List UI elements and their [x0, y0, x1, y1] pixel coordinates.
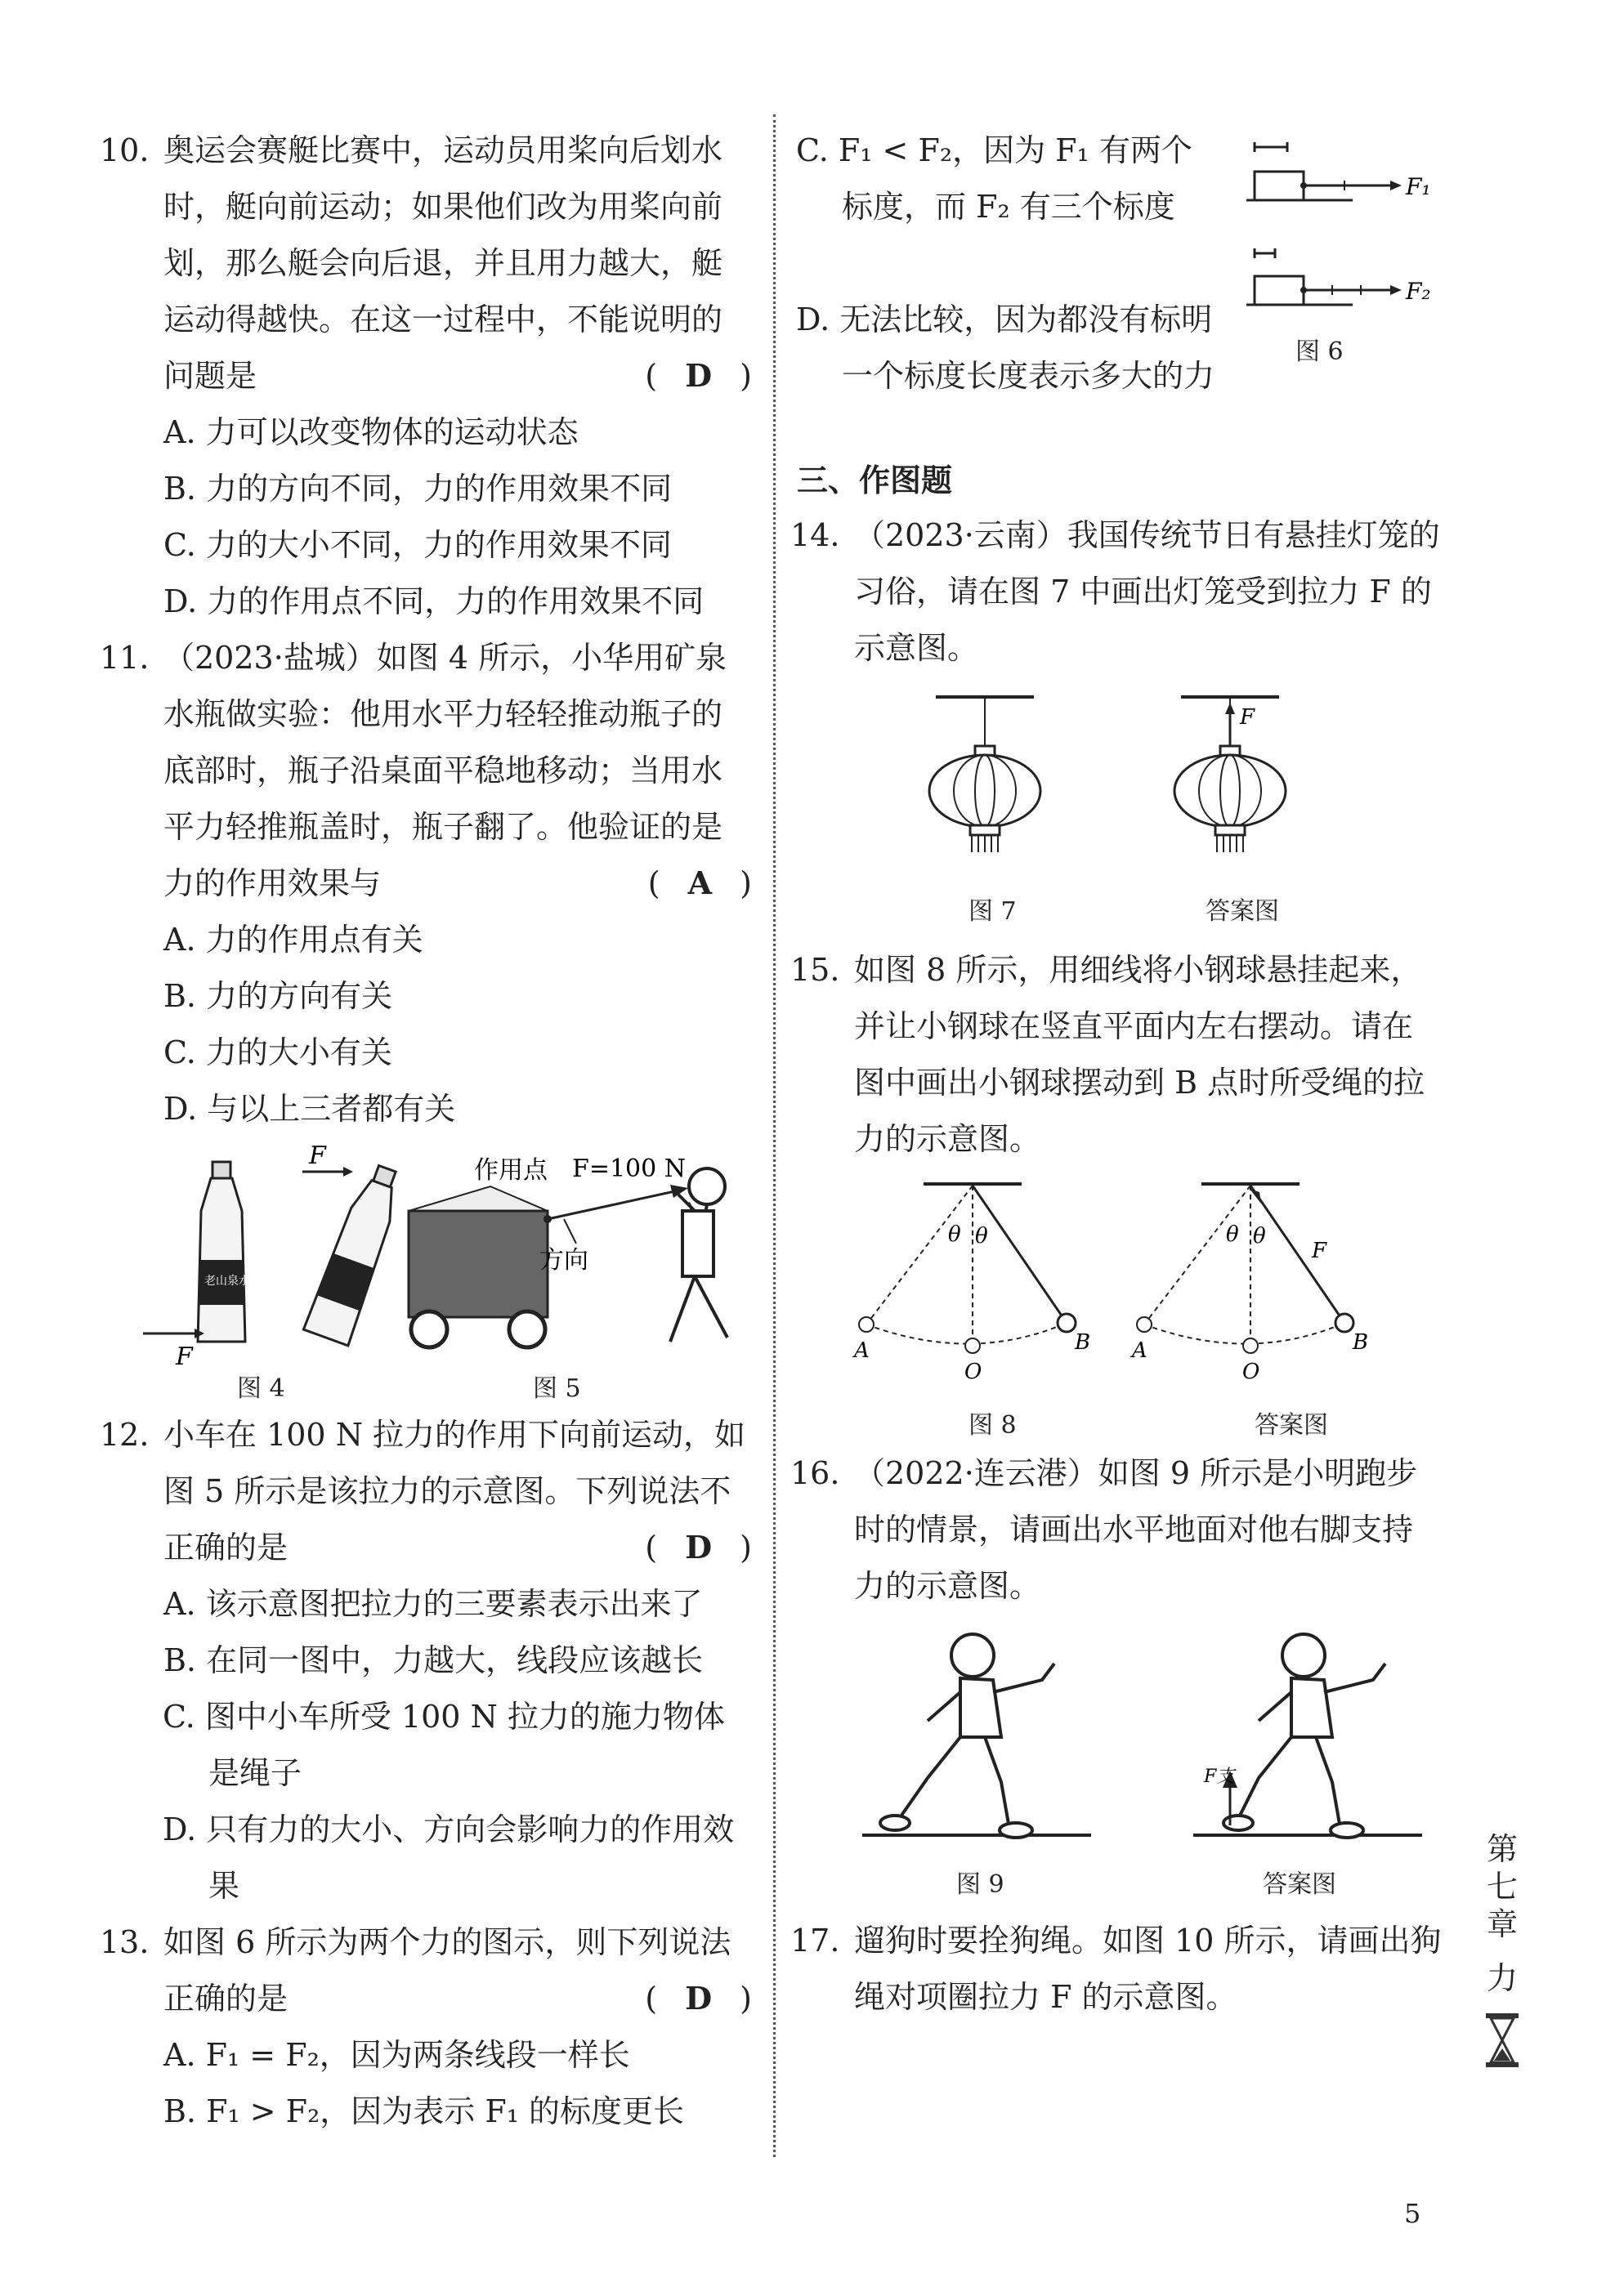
question-12-text: 小车在 100 N 拉力的作用下向前运动，如图 5 所示是该拉力的示意图。下列说法不正确的是	[163, 1417, 746, 1566]
figure-7-caption: 图 7	[968, 897, 1017, 926]
q13-option-a: A. F₁ = F₂，因为两条线段一样长	[163, 2037, 630, 2073]
figure-7	[797, 677, 1443, 942]
question-11-text: （2023·盐城）如图 4 所示，小华用矿泉水瓶做实验：他用水平力轻轻推动瓶子的底部时，瓶子沿桌面平稳地移动；当用水平力轻推瓶盖时，瓶子翻了。他验证的是力的作用效果与	[163, 640, 727, 901]
q10-option-a: A. 力可以改变物体的运动状态	[163, 414, 579, 450]
figure-8-caption: 图 8	[968, 1411, 1017, 1440]
pulling-boy	[670, 1168, 727, 1342]
question-15-text: 如图 8 所示，用细线将小钢球悬挂起来，并让小钢球在竖直平面内左右摆动。请在图中画出小钢球摆动到 B 点时所受绳的拉力的示意图。	[854, 952, 1425, 1157]
q13-option-c: C. F₁ < F₂，因为 F₁ 有两个标度，而 F₂ 有三个标度	[796, 132, 1192, 225]
fig9-f-support-label: F支	[1204, 1767, 1235, 1787]
fig5-point-label: 作用点	[474, 1156, 548, 1185]
pendulum-answer	[1137, 1184, 1353, 1353]
fig8-answer-point-a: A	[1132, 1338, 1147, 1363]
question-17-text: 遛狗时要拴狗绳。如图 10 所示，请画出狗绳对项圈拉力 F 的示意图。	[854, 1923, 1442, 2015]
figure-8-art	[797, 1168, 1443, 1413]
fig4-f-top: F	[309, 1141, 326, 1170]
bottle-upright	[198, 1162, 245, 1342]
figure-8-answer-caption: 答案图	[1255, 1411, 1328, 1440]
answer-11: ( A )	[647, 864, 752, 901]
figure-8	[797, 1168, 1443, 1445]
hourglass-icon	[1483, 2012, 1522, 2069]
figure-9-caption: 图 9	[956, 1870, 1004, 1899]
figure-4-5-art	[106, 1137, 752, 1407]
fig8-answer-theta-left: θ	[1226, 1222, 1239, 1247]
question-16: 16. （2022·连云港）如图 9 所示是小明跑步时的情景，请画出水平地面对他右脚支持力的示意图。	[790, 1455, 1418, 1604]
answer-13: ( D )	[645, 1980, 752, 2017]
answer-12: ( D )	[645, 1529, 752, 1566]
q12-option-c: C. 图中小车所受 100 N 拉力的施力物体是绳子	[163, 1699, 725, 1791]
q13-option-b: B. F₁ > F₂，因为表示 F₁ 的标度更长	[163, 2093, 685, 2129]
fig8-answer-point-b: B	[1353, 1330, 1369, 1355]
figure-9	[797, 1615, 1443, 1913]
fig8-answer-point-o: O	[1242, 1360, 1260, 1384]
answer-10: ( D )	[645, 357, 752, 394]
q11-option-c: C. 力的大小有关	[163, 1034, 392, 1070]
figure-9-art	[797, 1615, 1443, 1868]
figure-4-caption: 图 4	[237, 1374, 285, 1403]
question-14-text: （2023·云南）我国传统节日有悬挂灯笼的习俗，请在图 7 中画出灯笼受到拉力 F 的示意图。	[854, 517, 1440, 666]
question-15: 15. 如图 8 所示，用细线将小钢球悬挂起来，并让小钢球在竖直平面内左右摆动。请在图中画出小钢球摆动到 B 点时所受绳的拉力的示意图。	[790, 952, 1425, 1157]
q11-option-d: D. 与以上三者都有关	[163, 1091, 456, 1127]
q10-option-c: C. 力的大小不同，力的作用效果不同	[163, 527, 672, 563]
fig8-theta-left: θ	[948, 1222, 961, 1247]
figure-9-answer-caption: 答案图	[1263, 1870, 1336, 1899]
figure-7-answer-caption: 答案图	[1206, 897, 1279, 926]
q11-option-b: B. 力的方向有关	[163, 978, 393, 1014]
chapter-label: 第 七 章 力	[1478, 1830, 1527, 2069]
fig8-point-b: B	[1075, 1330, 1091, 1355]
fig8-answer-f: F	[1312, 1239, 1327, 1263]
q13-continued-with-fig6	[797, 123, 1443, 453]
column-divider	[773, 114, 776, 2157]
pendulum-question	[859, 1184, 1076, 1353]
q12-option-d: D. 只有力的大小、方向会影响力的作用效果	[163, 1811, 735, 1904]
fig8-point-o: O	[964, 1360, 982, 1384]
question-13: 13. 如图 6 所示为两个力的图示，则下列说法正确的是 ( D )	[106, 1914, 752, 2027]
page-number: 5	[1404, 2198, 1421, 2229]
bottle-tilted	[303, 1160, 409, 1346]
figure-7-art	[797, 677, 1443, 905]
right-column	[790, 123, 1443, 2026]
runner-answer	[1193, 1634, 1422, 1838]
lantern-question	[929, 697, 1040, 852]
runner-question	[862, 1634, 1091, 1838]
fig5-direction-label: 方向	[539, 1246, 588, 1275]
fig8-theta-right: θ	[975, 1224, 988, 1249]
bottle-label: 老山泉水	[204, 1275, 250, 1288]
question-17: 17. 遛狗时要拴狗绳。如图 10 所示，请画出狗绳对项圈拉力 F 的示意图。	[790, 1923, 1442, 2015]
question-10-text: 奥运会赛艇比赛中，运动员用桨向后划水时，艇向前运动；如果他们改为用桨向前划，那么艇会向后退，并且用力越大，艇运动得越快。在这一过程中，不能说明的问题是	[163, 132, 723, 394]
figures-4-5	[106, 1137, 752, 1407]
figure-5-caption: 图 5	[533, 1374, 581, 1403]
fig6-f2-label: F₂	[1406, 278, 1431, 305]
fig7-f-label: F	[1240, 705, 1255, 730]
question-12: 12. 小车在 100 N 拉力的作用下向前运动，如图 5 所示是该拉力的示意图。下列说法不正确的是 ( D )	[106, 1407, 752, 1576]
figure-6-art	[1238, 131, 1451, 360]
fig8-answer-theta-right: θ	[1253, 1224, 1266, 1249]
lantern-answer	[1174, 697, 1286, 852]
question-16-text: （2022·连云港）如图 9 所示是小明跑步时的情景，请画出水平地面对他右脚支持力的示意图。	[854, 1455, 1418, 1604]
question-11: 11. （2023·盐城）如图 4 所示，小华用矿泉水瓶做实验：他用水平力轻轻推动瓶子的底部时，瓶子沿桌面平稳地移动；当用水平力轻推瓶盖时，瓶子翻了。他验证的是力的作用效果与 ( A )	[106, 630, 752, 912]
q11-option-a: A. 力的作用点有关	[163, 922, 423, 958]
q13-option-d: D. 无法比较，因为都没有标明一个标度长度表示多大的力	[796, 302, 1215, 394]
left-column	[100, 123, 752, 2140]
question-13-text: 如图 6 所示为两个力的图示，则下列说法正确的是	[163, 1924, 731, 2017]
fig6-f1-label: F₁	[1406, 173, 1431, 200]
question-14: 14. （2023·云南）我国传统节日有悬挂灯笼的习俗，请在图 7 中画出灯笼受到拉力 F 的示意图。	[790, 517, 1440, 666]
section-title: 三、作图题	[797, 462, 953, 498]
fig5-force-label: F=100 N	[572, 1155, 686, 1183]
fig8-point-a: A	[854, 1338, 870, 1363]
q10-option-d: D. 力的作用点不同，力的作用效果不同	[163, 583, 705, 619]
q12-option-b: B. 在同一图中，力越大，线段应该越长	[163, 1642, 704, 1678]
q12-option-a: A. 该示意图把拉力的三要素表示出来了	[163, 1586, 703, 1622]
question-10: 10. 奥运会赛艇比赛中，运动员用桨向后划水时，艇向前运动；如果他们改为用桨向前划，那么艇会向后退，并且用力越大，艇运动得越快。在这一过程中，不能说明的问题是 ( D )	[106, 123, 752, 404]
q10-option-b: B. 力的方向不同，力的作用效果不同	[163, 471, 673, 507]
fig4-f-bottom: F	[176, 1342, 193, 1371]
figure-6-caption: 图 6	[1295, 337, 1344, 366]
cart	[409, 1186, 548, 1347]
